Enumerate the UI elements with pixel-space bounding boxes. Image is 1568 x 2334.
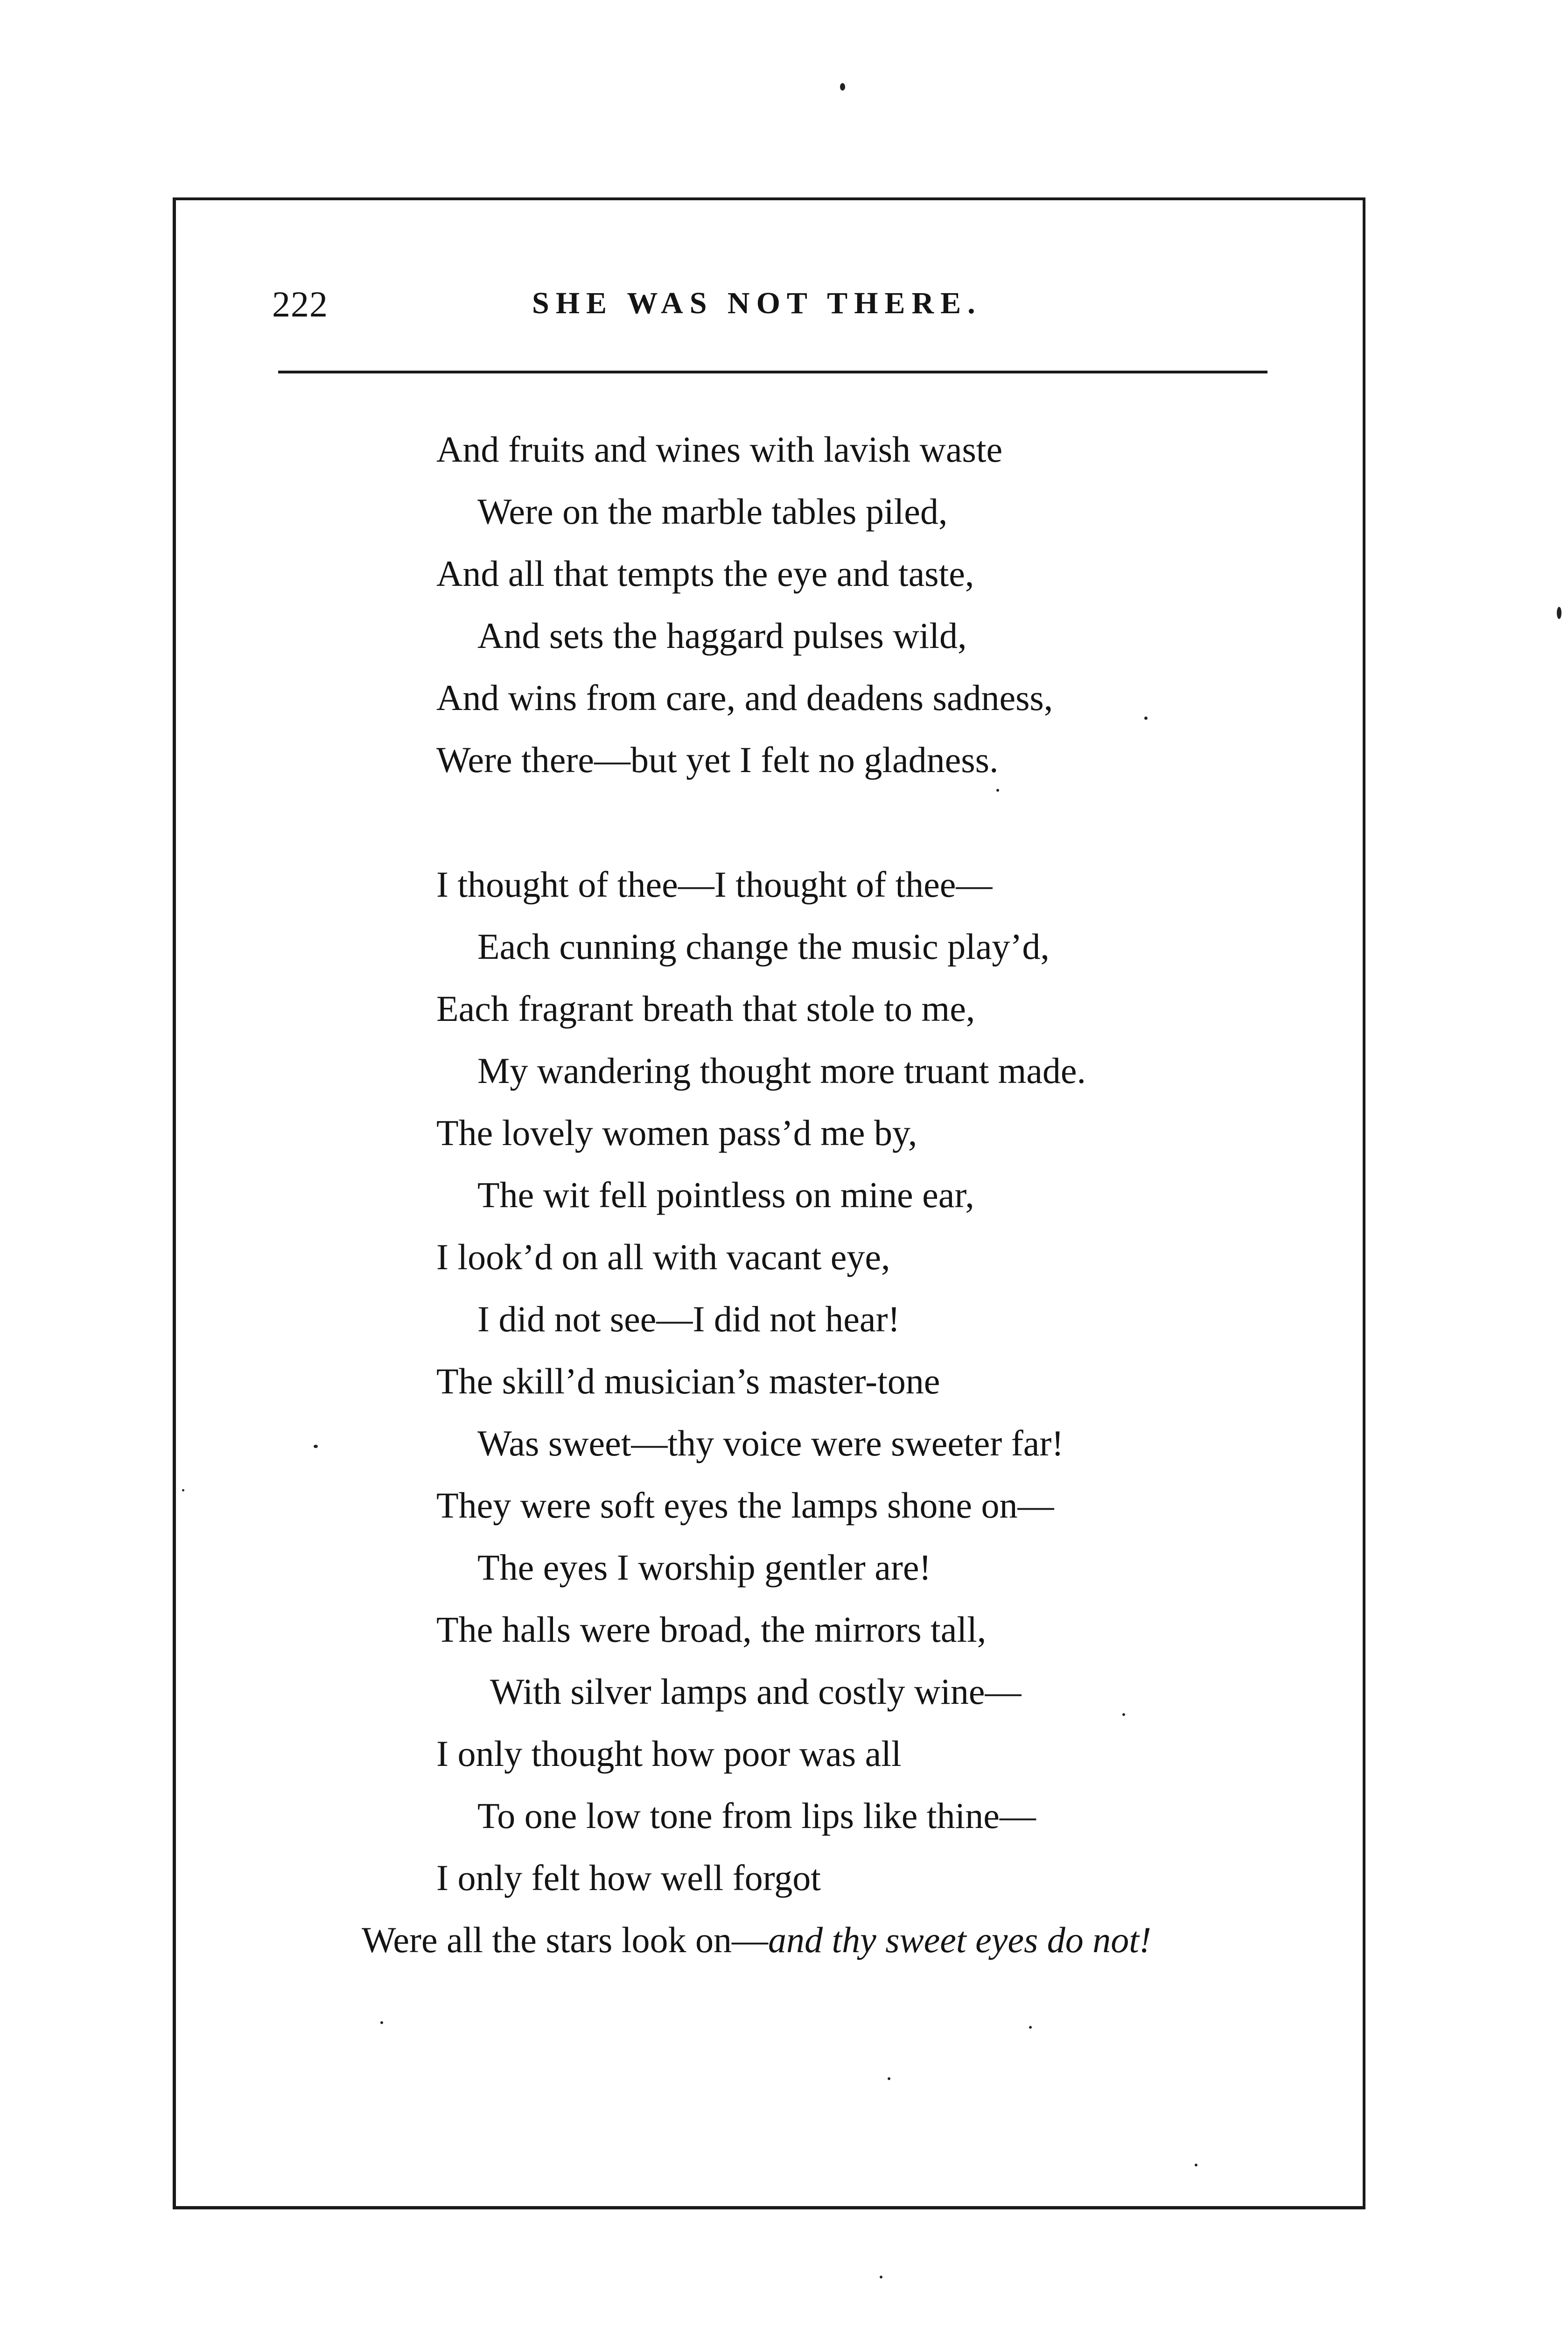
poem-line: The lovely women pass’d me by,	[436, 1112, 917, 1153]
poem-line: And fruits and wines with lavish waste	[436, 429, 1003, 470]
scan-speck	[1144, 717, 1148, 720]
poem-line: And sets the haggard pulses wild,	[477, 615, 967, 656]
scan-speck	[380, 2021, 383, 2024]
running-head: SHE WAS NOT THERE.	[532, 286, 982, 320]
scan-speck	[880, 2276, 882, 2278]
poem-line: The eyes I worship gentler are!	[477, 1547, 931, 1588]
poem-line: My wandering thought more truant made.	[477, 1050, 1086, 1091]
poem-line: Was sweet—thy voice were sweeter far!	[477, 1423, 1064, 1463]
poem-line: And all that tempts the eye and taste,	[436, 553, 974, 594]
poem-line: The wit fell pointless on mine ear,	[477, 1174, 974, 1215]
scan-speck	[1557, 607, 1561, 619]
poem-line: With silver lamps and costly wine—	[490, 1671, 1022, 1712]
poem-final-line	[362, 1917, 1151, 1963]
page-number: 222	[272, 284, 328, 324]
poem-line: I thought of thee—I thought of thee—	[436, 864, 993, 905]
poem-line: The skill’d musician’s master-tone	[436, 1361, 940, 1401]
poem-line: The halls were broad, the mirrors tall,	[436, 1609, 987, 1650]
final-line-italic: and thy sweet eyes do not!	[768, 1919, 1151, 1960]
poem-line: Each cunning change the music play’d,	[477, 926, 1050, 967]
poem-line: Each fragrant breath that stole to me,	[436, 988, 975, 1029]
scan-speck	[314, 1445, 318, 1448]
poem-line: I only felt how well forgot	[436, 1857, 821, 1898]
final-line-roman: Were all the stars look on—	[362, 1919, 768, 1960]
scan-speck	[182, 1489, 184, 1491]
poem-line: I did not see—I did not hear!	[477, 1299, 900, 1339]
poem-line: And wins from care, and deadens sadness,	[436, 677, 1053, 718]
poem-line: I only thought how poor was all	[436, 1733, 902, 1774]
scan-speck	[1029, 2026, 1032, 2029]
poem-line: I look’d on all with vacant eye,	[436, 1237, 890, 1277]
poem-line: Were on the marble tables piled,	[477, 491, 948, 532]
poem-line: Were there—but yet I felt no gladness.	[436, 739, 999, 780]
scan-speck	[888, 2077, 890, 2080]
scan-speck	[1195, 2164, 1197, 2166]
scan-speck	[1122, 1713, 1125, 1716]
scan-speck	[996, 789, 999, 792]
poem-line: They were soft eyes the lamps shone on—	[436, 1485, 1054, 1526]
scan-speck	[840, 83, 845, 91]
poem-line: To one low tone from lips like thine—	[477, 1795, 1036, 1836]
